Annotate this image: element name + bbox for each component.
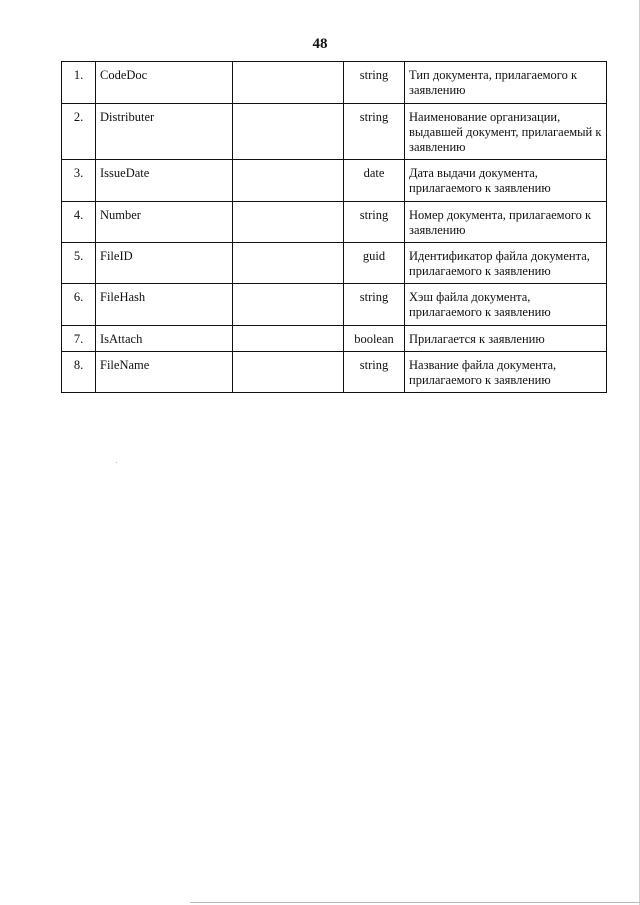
field-name: FileName <box>96 352 233 393</box>
field-description: Тип документа, прилагаемого к заявлению <box>405 62 607 104</box>
field-name: CodeDoc <box>96 62 233 104</box>
empty-cell <box>233 160 344 202</box>
empty-cell <box>233 104 344 160</box>
table-row <box>62 202 607 243</box>
table-row <box>62 352 607 393</box>
field-description: Дата выдачи документа, прилагаемого к заявлению <box>405 160 607 202</box>
field-name: FileHash <box>96 284 233 326</box>
empty-cell <box>233 352 344 393</box>
field-name: FileID <box>96 243 233 284</box>
field-type: boolean <box>344 326 405 352</box>
row-number: 8. <box>62 352 96 393</box>
row-number: 3. <box>62 160 96 202</box>
table-row <box>62 62 607 104</box>
field-type: string <box>344 202 405 243</box>
field-name: IssueDate <box>96 160 233 202</box>
table-row <box>62 160 607 202</box>
attributes-table <box>61 61 607 393</box>
field-description: Хэш файла документа, прилагаемого к заявлению <box>405 284 607 326</box>
field-type: string <box>344 352 405 393</box>
field-type: string <box>344 104 405 160</box>
field-description: Идентификатор файла документа, прилагаемого к заявлению <box>405 243 607 284</box>
field-description: Название файла документа, прилагаемого к заявлению <box>405 352 607 393</box>
row-number: 7. <box>62 326 96 352</box>
empty-cell <box>233 326 344 352</box>
field-description: Номер документа, прилагаемого к заявлению <box>405 202 607 243</box>
field-name: IsAttach <box>96 326 233 352</box>
row-number: 5. <box>62 243 96 284</box>
empty-cell <box>233 243 344 284</box>
scan-bottom-line <box>190 902 640 903</box>
row-number: 2. <box>62 104 96 160</box>
empty-cell <box>233 284 344 326</box>
field-description: Наименование организации, выдавшей документ, прилагаемый к заявлению <box>405 104 607 160</box>
field-type: guid <box>344 243 405 284</box>
field-description: Прилагается к заявлению <box>405 326 607 352</box>
field-name: Distributer <box>96 104 233 160</box>
table-row <box>62 326 607 352</box>
table-row <box>62 284 607 326</box>
row-number: 4. <box>62 202 96 243</box>
field-name: Number <box>96 202 233 243</box>
empty-cell <box>233 202 344 243</box>
page-number: 48 <box>312 36 328 52</box>
field-type: string <box>344 62 405 104</box>
table-row <box>62 243 607 284</box>
field-type: date <box>344 160 405 202</box>
table-row <box>62 104 607 160</box>
empty-cell <box>233 62 344 104</box>
row-number: 1. <box>62 62 96 104</box>
scan-speck <box>116 462 117 463</box>
field-type: string <box>344 284 405 326</box>
row-number: 6. <box>62 284 96 326</box>
